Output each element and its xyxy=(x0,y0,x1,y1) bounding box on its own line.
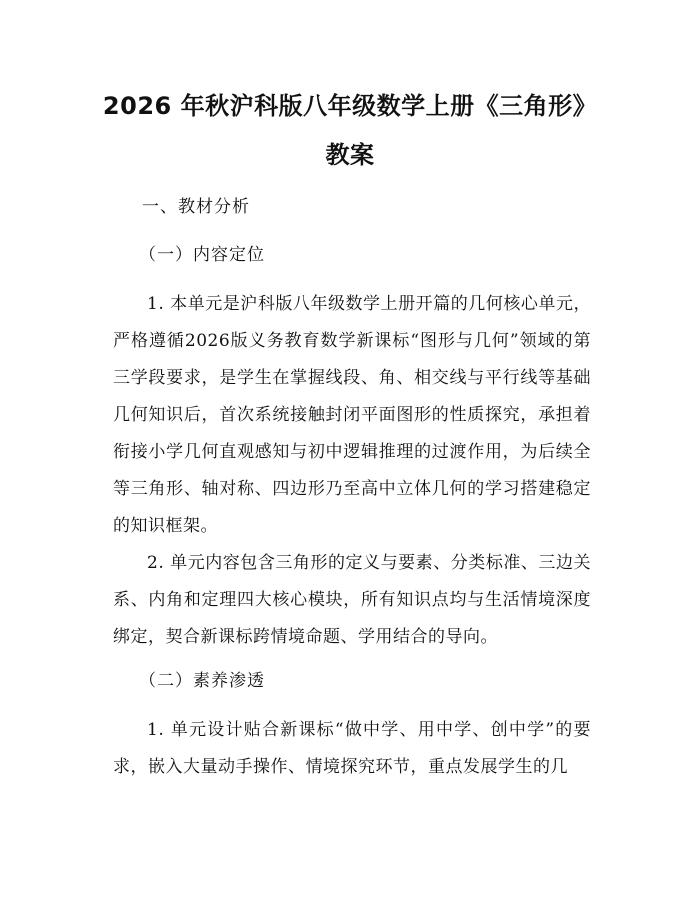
document-title-continued: 教案 xyxy=(325,141,375,169)
section-heading-materials-analysis: 一、教材分析 xyxy=(142,197,250,217)
subsection-heading-literacy-infiltration: （二）素养渗透 xyxy=(139,671,265,691)
subsection-heading-content-positioning: （一）内容定位 xyxy=(139,245,265,265)
document-title: 2026 年秋沪科版八年级数学上册《三角形》 xyxy=(102,92,598,120)
paragraph-content-positioning-2: 2. 单元内容包含三角形的定义与要素、分类标准、三边关系、内角和定理四大核心模块，所有知识点均与生活情境深度绑定，契合新课标跨情境命题、学用结合的导向。 xyxy=(113,553,591,647)
paragraph-content-positioning-1: 1. 本单元是沪科版八年级数学上册开篇的几何核心单元，严格遵循2026版义务教育数学新课标“图形与几何”领域的第三学段要求，是学生在掌握线段、角、相交线与平行线等基础几何知识后，首次系统接触封闭平面图形的性质探究，承担着衔接小学几何直观感知与初中逻辑推理的过渡作用，为后续全等三角形、轴对称、四边形乃至高中立体几何的学习搭建稳定的知识框架。 xyxy=(113,294,591,536)
paragraph-literacy-infiltration-1: 1. 单元设计贴合新课标“做中学、用中学、创中学”的要求，嵌入大量动手操作、情境探究环节，重点发展学生的几 xyxy=(113,720,591,777)
